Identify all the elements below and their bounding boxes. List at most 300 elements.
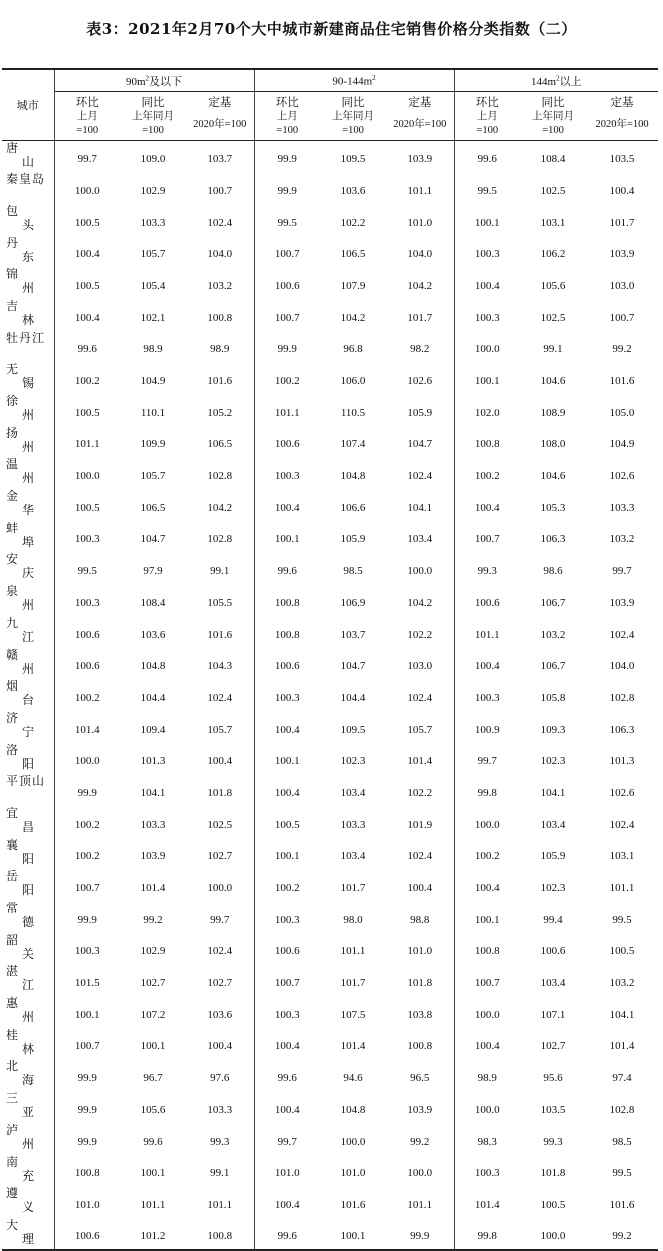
index-value: 98.0 bbox=[343, 913, 363, 926]
index-value: 101.6 bbox=[207, 375, 233, 387]
index-value: 99.8 bbox=[454, 774, 520, 806]
city-char-2: 州 bbox=[22, 598, 35, 613]
index-value: 102.9 bbox=[140, 184, 166, 197]
index-value: 104.8 bbox=[140, 660, 166, 673]
index-value: 100.0 bbox=[454, 1091, 520, 1123]
index-value: 101.7 bbox=[609, 216, 635, 229]
index-value: 99.5 bbox=[254, 204, 320, 236]
index-value: 100.0 bbox=[520, 1218, 586, 1250]
index-value: 100.5 bbox=[54, 489, 120, 521]
index-value: 105.7 bbox=[140, 470, 166, 483]
table-row bbox=[2, 267, 658, 299]
index-value: 100.2 bbox=[54, 838, 120, 870]
index-value: 102.7 bbox=[207, 850, 233, 863]
index-value: 100.0 bbox=[54, 743, 120, 775]
table-row bbox=[2, 1091, 658, 1123]
city-label: 秦皇岛 bbox=[6, 172, 46, 187]
base-label-line1: 上年同月 bbox=[532, 111, 575, 122]
city-name bbox=[2, 236, 54, 268]
index-value: 100.6 bbox=[254, 648, 320, 680]
index-value: 100.1 bbox=[254, 838, 320, 870]
index-value: 101.8 bbox=[207, 786, 233, 799]
table-row bbox=[2, 933, 658, 965]
index-value: 103.4 bbox=[540, 977, 566, 990]
table-row bbox=[2, 1186, 658, 1218]
index-value: 101.7 bbox=[340, 882, 366, 894]
city-char-1: 洛 bbox=[6, 742, 19, 757]
index-value: 101.4 bbox=[407, 755, 433, 768]
index-value: 103.9 bbox=[407, 1103, 433, 1116]
index-value: 101.8 bbox=[540, 1167, 566, 1180]
index-value: 101.0 bbox=[407, 216, 433, 229]
index-value: 100.5 bbox=[54, 267, 120, 299]
index-value: 100.2 bbox=[254, 362, 320, 394]
index-value: 100.8 bbox=[207, 311, 233, 324]
index-value: 103.0 bbox=[407, 660, 433, 673]
city-char-1: 蚌 bbox=[6, 520, 19, 535]
city-name bbox=[2, 901, 54, 933]
index-value: 100.1 bbox=[454, 204, 520, 236]
index-value: 107.2 bbox=[140, 1008, 166, 1021]
index-value: 99.5 bbox=[612, 913, 632, 926]
index-value: 102.2 bbox=[340, 216, 366, 229]
base-label-line1: 上月 bbox=[476, 111, 498, 122]
index-value: 103.4 bbox=[540, 818, 566, 831]
index-value: 100.2 bbox=[254, 869, 320, 901]
index-value: 100.8 bbox=[254, 616, 320, 648]
table-row bbox=[2, 743, 658, 775]
index-value: 108.0 bbox=[540, 438, 566, 451]
city-name bbox=[2, 1091, 54, 1123]
index-value: 105.7 bbox=[140, 248, 166, 261]
index-value: 106.5 bbox=[207, 438, 233, 451]
city-char-2: 海 bbox=[22, 1073, 35, 1088]
index-value: 100.8 bbox=[454, 933, 520, 965]
index-value: 103.7 bbox=[340, 628, 366, 641]
city-char-1: 徐 bbox=[6, 394, 19, 408]
index-value: 100.0 bbox=[54, 172, 120, 204]
city-char-2: 庆 bbox=[22, 566, 35, 581]
index-value: 100.6 bbox=[254, 267, 320, 299]
index-value: 100.4 bbox=[254, 1028, 320, 1060]
base-label-line1: 上年同月 bbox=[132, 111, 174, 122]
city-char-1: 泸 bbox=[6, 1122, 19, 1137]
index-value: 108.4 bbox=[540, 153, 566, 166]
index-value: 105.9 bbox=[340, 533, 366, 546]
table-row bbox=[2, 362, 658, 394]
index-value: 99.6 bbox=[454, 141, 520, 173]
index-value: 101.1 bbox=[207, 1198, 233, 1211]
index-value: 102.4 bbox=[407, 850, 433, 863]
price-index-table-container bbox=[2, 68, 658, 1251]
index-value: 101.6 bbox=[609, 1198, 635, 1211]
city-char-1: 韶 bbox=[6, 932, 19, 947]
base-label-line1: 上月 bbox=[76, 111, 98, 122]
index-value: 100.1 bbox=[254, 743, 320, 775]
table-row bbox=[2, 1028, 658, 1060]
base-label-line1: 2020年=100 bbox=[393, 119, 447, 130]
index-value: 105.7 bbox=[207, 723, 233, 736]
index-value: 100.4 bbox=[254, 774, 320, 806]
index-value: 100.3 bbox=[254, 679, 320, 711]
index-value: 105.9 bbox=[407, 406, 433, 419]
city-name bbox=[2, 1028, 54, 1060]
index-value: 106.5 bbox=[340, 248, 366, 261]
index-value: 99.9 bbox=[54, 1059, 120, 1091]
index-value: 102.3 bbox=[340, 755, 366, 768]
index-value: 101.8 bbox=[407, 977, 433, 990]
city-char-2: 山 bbox=[22, 155, 35, 169]
index-value: 98.9 bbox=[143, 343, 163, 356]
group-header-large: $144m^2$以上 bbox=[454, 69, 658, 92]
table-row bbox=[2, 394, 658, 426]
index-value: 100.5 bbox=[54, 204, 120, 236]
index-value: 102.7 bbox=[140, 977, 166, 990]
index-value: 105.4 bbox=[140, 279, 166, 292]
index-value: 100.4 bbox=[254, 711, 320, 743]
index-value: 102.3 bbox=[540, 755, 566, 768]
index-value: 104.7 bbox=[407, 438, 433, 451]
index-value: 100.7 bbox=[254, 964, 320, 996]
table-row bbox=[2, 901, 658, 933]
index-value: 104.9 bbox=[140, 375, 166, 387]
index-value: 103.5 bbox=[609, 153, 635, 166]
index-value: 96.5 bbox=[410, 1072, 430, 1085]
city-name bbox=[2, 1059, 54, 1091]
index-value: 102.7 bbox=[207, 977, 233, 990]
index-value: 98.8 bbox=[410, 913, 430, 926]
sub-header-base: 定基 bbox=[610, 97, 634, 109]
index-value: 102.8 bbox=[609, 1103, 635, 1116]
table-row bbox=[2, 236, 658, 268]
city-char-2: 台 bbox=[22, 693, 35, 708]
index-value: 100.8 bbox=[54, 1155, 120, 1187]
index-value: 99.2 bbox=[586, 1218, 658, 1250]
index-value: 103.7 bbox=[207, 153, 233, 166]
index-value: 99.7 bbox=[210, 913, 230, 926]
city-char-1: 金 bbox=[6, 489, 19, 504]
city-name bbox=[2, 552, 54, 584]
index-value: 100.4 bbox=[454, 648, 520, 680]
index-value: 101.3 bbox=[609, 755, 635, 768]
index-value: 100.7 bbox=[207, 184, 233, 197]
index-value: 100.3 bbox=[54, 584, 120, 616]
sub-header-mom: 环比 bbox=[54, 92, 120, 111]
price-index-table bbox=[2, 68, 658, 1251]
index-value: 101.6 bbox=[207, 628, 233, 641]
base-header-mom bbox=[54, 110, 120, 141]
base-header-base bbox=[186, 110, 254, 141]
city-char-2: 林 bbox=[22, 1041, 35, 1056]
index-value: 103.2 bbox=[609, 533, 635, 546]
city-char-1: 吉 bbox=[6, 298, 19, 313]
index-value: 105.5 bbox=[207, 596, 233, 609]
index-value: 104.7 bbox=[140, 533, 166, 546]
index-value: 109.0 bbox=[140, 153, 166, 166]
city-name bbox=[2, 267, 54, 299]
index-value: 97.6 bbox=[210, 1072, 230, 1085]
city-char-2: 亚 bbox=[22, 1105, 35, 1120]
city-column-header: 城市 bbox=[2, 69, 54, 141]
base-header-yoy bbox=[520, 110, 586, 141]
index-value: 109.9 bbox=[140, 438, 166, 451]
index-value: 100.6 bbox=[54, 1218, 120, 1250]
index-value: 100.3 bbox=[454, 1155, 520, 1187]
index-value: 100.1 bbox=[254, 521, 320, 553]
index-value: 100.1 bbox=[454, 362, 520, 394]
index-value: 101.7 bbox=[340, 977, 366, 990]
index-value: 98.5 bbox=[612, 1135, 632, 1148]
index-value: 100.3 bbox=[454, 679, 520, 711]
index-value: 104.1 bbox=[140, 786, 166, 799]
city-char-1: 济 bbox=[6, 710, 19, 725]
table-row bbox=[2, 331, 658, 363]
index-value: 98.5 bbox=[343, 565, 363, 578]
index-value: 99.3 bbox=[454, 552, 520, 584]
index-value: 100.6 bbox=[54, 616, 120, 648]
city-char-2: 华 bbox=[22, 503, 35, 518]
city-char-2: 阳 bbox=[22, 883, 35, 898]
index-value: 102.4 bbox=[609, 818, 635, 831]
index-value: 104.6 bbox=[540, 375, 566, 387]
city-char-1: 南 bbox=[6, 1154, 19, 1169]
index-value: 102.2 bbox=[407, 786, 433, 799]
index-value: 95.6 bbox=[543, 1072, 563, 1085]
index-value: 104.8 bbox=[340, 470, 366, 483]
table-row bbox=[2, 838, 658, 870]
city-char-2: 昌 bbox=[22, 819, 35, 834]
table-row bbox=[2, 457, 658, 489]
index-value: 102.1 bbox=[140, 311, 166, 324]
index-value: 104.1 bbox=[540, 786, 566, 799]
page-title: 表3：2021年2月70个大中城市新建商品住宅销售价格分类指数（二） bbox=[86, 20, 577, 38]
index-value: 107.9 bbox=[340, 279, 366, 292]
city-char-2: 州 bbox=[22, 661, 35, 676]
index-value: 102.9 bbox=[140, 945, 166, 958]
city-char-2: 阳 bbox=[22, 756, 35, 771]
index-value: 101.6 bbox=[340, 1198, 366, 1211]
city-char-2: 州 bbox=[22, 408, 35, 422]
city-char-2: 义 bbox=[22, 1200, 35, 1215]
sub-header-yoy: 同比 bbox=[541, 97, 565, 109]
index-value: 104.2 bbox=[340, 311, 366, 324]
index-value: 100.0 bbox=[454, 806, 520, 838]
index-value: 99.1 bbox=[210, 1167, 230, 1180]
index-value: 103.0 bbox=[609, 279, 635, 292]
city-char-1: 岳 bbox=[6, 869, 19, 884]
index-value: 99.5 bbox=[54, 552, 120, 584]
index-value: 100.4 bbox=[407, 882, 433, 894]
index-value: 100.0 bbox=[454, 331, 520, 363]
index-value: 105.6 bbox=[140, 1103, 166, 1116]
index-value: 103.3 bbox=[207, 1103, 233, 1116]
group-header-small: $90m^2$及以下 bbox=[54, 69, 254, 92]
index-value: 100.7 bbox=[254, 299, 320, 331]
city-char-1: 湛 bbox=[6, 964, 19, 979]
index-value: 100.0 bbox=[340, 1135, 366, 1148]
index-value: 104.6 bbox=[540, 470, 566, 483]
index-value: 106.7 bbox=[540, 660, 566, 673]
index-value: 100.5 bbox=[609, 945, 635, 958]
index-value: 104.0 bbox=[207, 248, 233, 261]
index-value: 100.5 bbox=[54, 394, 120, 426]
city-name bbox=[2, 679, 54, 711]
city-char-1: 包 bbox=[6, 203, 19, 218]
index-value: 110.1 bbox=[140, 406, 166, 419]
index-value: 100.4 bbox=[54, 299, 120, 331]
index-value: 104.1 bbox=[609, 1008, 635, 1021]
index-value: 99.7 bbox=[612, 565, 632, 578]
city-char-1: 北 bbox=[6, 1059, 19, 1074]
index-value: 104.9 bbox=[609, 438, 635, 451]
index-value: 99.9 bbox=[54, 1123, 120, 1155]
index-value: 96.7 bbox=[143, 1072, 163, 1085]
base-label-line2: =100 bbox=[542, 125, 564, 136]
city-char-1: 温 bbox=[6, 457, 19, 472]
table-row bbox=[2, 204, 658, 236]
index-value: 100.4 bbox=[207, 1040, 233, 1053]
index-value: 99.7 bbox=[54, 141, 120, 173]
index-value: 100.5 bbox=[254, 806, 320, 838]
index-value: 101.4 bbox=[609, 1040, 635, 1053]
table-row bbox=[2, 489, 658, 521]
index-value: 108.9 bbox=[540, 406, 566, 419]
city-name bbox=[2, 426, 54, 458]
city-name bbox=[2, 457, 54, 489]
index-value: 103.9 bbox=[140, 850, 166, 863]
index-value: 100.6 bbox=[454, 584, 520, 616]
index-value: 99.5 bbox=[454, 172, 520, 204]
index-value: 100.0 bbox=[454, 996, 520, 1028]
table-row bbox=[2, 1059, 658, 1091]
index-value: 109.5 bbox=[340, 723, 366, 736]
index-value: 99.9 bbox=[54, 901, 120, 933]
city-char-2: 德 bbox=[22, 915, 35, 929]
index-value: 103.6 bbox=[207, 1008, 233, 1021]
index-value: 100.4 bbox=[254, 1186, 320, 1218]
city-char-1: 烟 bbox=[6, 679, 19, 694]
sub-header-mom: 环比 bbox=[254, 92, 320, 111]
city-name bbox=[2, 933, 54, 965]
city-name bbox=[2, 648, 54, 680]
index-value: 106.3 bbox=[609, 723, 635, 736]
index-value: 99.2 bbox=[612, 343, 632, 356]
index-value: 101.1 bbox=[54, 426, 120, 458]
base-header-yoy bbox=[120, 110, 186, 141]
index-value: 100.2 bbox=[54, 679, 120, 711]
index-value: 100.6 bbox=[254, 426, 320, 458]
index-value: 103.4 bbox=[340, 786, 366, 799]
index-value: 99.6 bbox=[254, 1218, 320, 1250]
index-value: 100.3 bbox=[454, 299, 520, 331]
index-value: 101.3 bbox=[140, 755, 166, 768]
index-value: 100.9 bbox=[454, 711, 520, 743]
table-row bbox=[2, 552, 658, 584]
city-name bbox=[2, 584, 54, 616]
index-value: 102.8 bbox=[207, 533, 233, 546]
index-value: 96.8 bbox=[343, 343, 363, 356]
index-value: 100.3 bbox=[54, 933, 120, 965]
index-value: 105.3 bbox=[540, 501, 566, 514]
city-char-1: 安 bbox=[6, 552, 19, 567]
index-value: 104.1 bbox=[407, 501, 433, 514]
index-value: 99.7 bbox=[254, 1123, 320, 1155]
index-value: 100.4 bbox=[454, 869, 520, 901]
table-row bbox=[2, 806, 658, 838]
index-value: 100.2 bbox=[54, 362, 120, 394]
index-value: 103.1 bbox=[540, 216, 566, 229]
index-value: 105.8 bbox=[540, 691, 566, 704]
city-char-1: 宜 bbox=[6, 805, 19, 820]
index-value: 100.4 bbox=[254, 489, 320, 521]
index-value: 106.3 bbox=[540, 533, 566, 546]
index-value: 106.9 bbox=[340, 596, 366, 609]
city-name bbox=[2, 869, 54, 901]
base-label-line1: 上年同月 bbox=[332, 111, 375, 122]
index-value: 100.7 bbox=[254, 236, 320, 268]
index-value: 100.1 bbox=[454, 901, 520, 933]
city-name bbox=[2, 996, 54, 1028]
base-header-base bbox=[586, 110, 658, 141]
index-value: 101.4 bbox=[140, 882, 166, 894]
index-value: 103.9 bbox=[609, 596, 635, 609]
index-value: 100.7 bbox=[54, 1028, 120, 1060]
city-char-2: 阳 bbox=[22, 851, 35, 866]
city-char-1: 常 bbox=[6, 901, 19, 915]
city-name bbox=[2, 964, 54, 996]
city-name bbox=[2, 362, 54, 394]
index-value: 102.5 bbox=[207, 818, 233, 831]
index-value: 101.0 bbox=[340, 1167, 366, 1180]
base-label-line2: =100 bbox=[476, 125, 499, 136]
index-value: 100.3 bbox=[254, 457, 320, 489]
index-value: 100.2 bbox=[454, 838, 520, 870]
index-value: 106.5 bbox=[140, 501, 166, 514]
index-value: 104.0 bbox=[407, 248, 433, 261]
index-value: 101.6 bbox=[609, 375, 635, 387]
base-header-mom bbox=[454, 110, 520, 141]
index-value: 100.3 bbox=[254, 996, 320, 1028]
sub-header-row bbox=[2, 92, 658, 111]
table-row bbox=[2, 141, 658, 173]
index-value: 101.1 bbox=[340, 945, 366, 958]
index-value: 106.0 bbox=[340, 375, 366, 387]
index-value: 100.4 bbox=[207, 755, 233, 768]
index-value: 104.4 bbox=[140, 691, 166, 704]
city-name bbox=[2, 172, 54, 204]
index-value: 101.1 bbox=[140, 1198, 166, 1211]
index-value: 100.1 bbox=[140, 1167, 166, 1180]
index-value: 99.3 bbox=[543, 1135, 563, 1148]
index-value: 101.5 bbox=[54, 964, 120, 996]
index-value: 99.9 bbox=[54, 1091, 120, 1123]
index-value: 104.8 bbox=[340, 1103, 366, 1116]
index-value: 99.9 bbox=[254, 172, 320, 204]
index-value: 102.6 bbox=[609, 786, 635, 799]
city-name bbox=[2, 489, 54, 521]
index-value: 99.9 bbox=[254, 331, 320, 363]
city-char-2: 州 bbox=[22, 471, 35, 486]
city-char-1: 三 bbox=[6, 1091, 19, 1106]
index-value: 101.1 bbox=[609, 882, 635, 894]
index-value: 103.3 bbox=[140, 818, 166, 831]
city-char-1: 遵 bbox=[6, 1186, 19, 1201]
index-value: 100.4 bbox=[454, 489, 520, 521]
city-char-2: 锡 bbox=[22, 376, 35, 391]
index-value: 106.7 bbox=[540, 596, 566, 609]
table-row bbox=[2, 1218, 658, 1250]
index-value: 104.7 bbox=[340, 660, 366, 673]
